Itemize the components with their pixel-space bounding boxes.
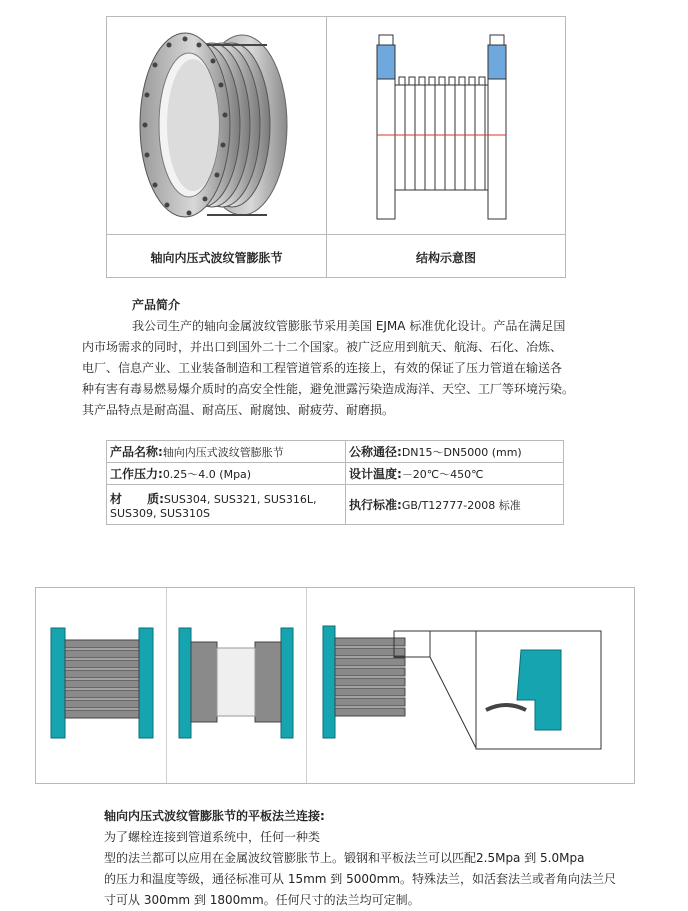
spec-table: [106, 440, 564, 525]
cutaway-joint-image: [41, 618, 163, 748]
intro-line: 其产品特点是耐高温、耐高压、耐腐蚀、耐疲劳、耐磨损。: [82, 403, 395, 417]
intro-line: 我公司生产的轴向金属波纹管膨胀节采用美国 EJMA 标准优化设计。产品在满足国: [132, 319, 566, 333]
spec-temp-cell: [346, 463, 564, 485]
spec-label: 执行标准:: [349, 498, 402, 512]
product-caption: 轴向内压式波纹管膨胀节: [150, 251, 283, 265]
spec-label: 设计温度:: [349, 467, 402, 481]
spec-standard-cell: [346, 485, 564, 525]
flange-line-rest: 为了螺栓连接到管道系统中，任何一种类: [104, 830, 321, 844]
intro-line: 种有害有毒易燃易爆介质时的高安全性能，避免泄露污染造成海洋、天空、工厂等环境污染。: [82, 382, 575, 396]
intro-line: 电厂、信息产业、工业装备制造和工程管道管系的连接上，有效的保证了压力管道在输送各: [82, 361, 563, 375]
flange-detail-image: [311, 598, 629, 773]
spec-value: －20℃～450℃: [401, 468, 484, 481]
flange-line: 型的法兰都可以应用在金属波纹管膨胀节上。锻钢和平板法兰可以匹配2.5Mpa 到 5.0Mpa: [104, 851, 585, 865]
flange-image-panel: [35, 587, 635, 784]
spec-label: 公称通径:: [349, 445, 402, 459]
structure-diagram: [367, 25, 527, 230]
flange-line: [104, 806, 604, 848]
spec-label: 材 质:: [110, 491, 164, 506]
expansion-joint-photo: [137, 25, 297, 230]
intro-title: 产品简介: [132, 298, 181, 312]
liner-joint-image: [171, 618, 301, 748]
spec-pressure-cell: [107, 463, 346, 485]
spec-dn-cell: [346, 441, 564, 463]
flange-heading: 轴向内压式波纹管膨胀节的平板法兰连接:: [104, 809, 325, 823]
spec-label: 产品名称:: [110, 445, 163, 459]
diagram-caption: 结构示意图: [415, 251, 476, 265]
intro-line: 内市场需求的同时，并出口到国外二十二个国家。被广泛应用到航天、航海、石化、冶炼、: [82, 340, 563, 354]
spec-value: 轴向内压式波纹管膨胀节: [162, 446, 284, 459]
flange-line: 寸可从 300mm 到 1800mm。任何尺寸的法兰均可定制。: [104, 893, 420, 907]
spec-value: SUS304, SUS321, SUS316L, SUS309, SUS310S: [110, 492, 317, 520]
spec-value: DN15～DN5000 (mm): [401, 446, 522, 459]
spec-label: 工作压力:: [110, 467, 163, 481]
product-image-grid: [106, 16, 566, 278]
spec-value: 0.25～4.0 (Mpa): [162, 468, 252, 481]
flange-description: [104, 806, 617, 911]
spec-material-cell: [107, 485, 346, 525]
spec-name-cell: [107, 441, 346, 463]
spec-value: GB/T12777-2008 标准: [401, 499, 521, 512]
flange-line: 的压力和温度等级，通径标准可从 15mm 到 5000mm。特殊法兰，如活套法兰或者角向法兰尺: [104, 872, 617, 886]
intro-paragraph: [82, 316, 602, 421]
